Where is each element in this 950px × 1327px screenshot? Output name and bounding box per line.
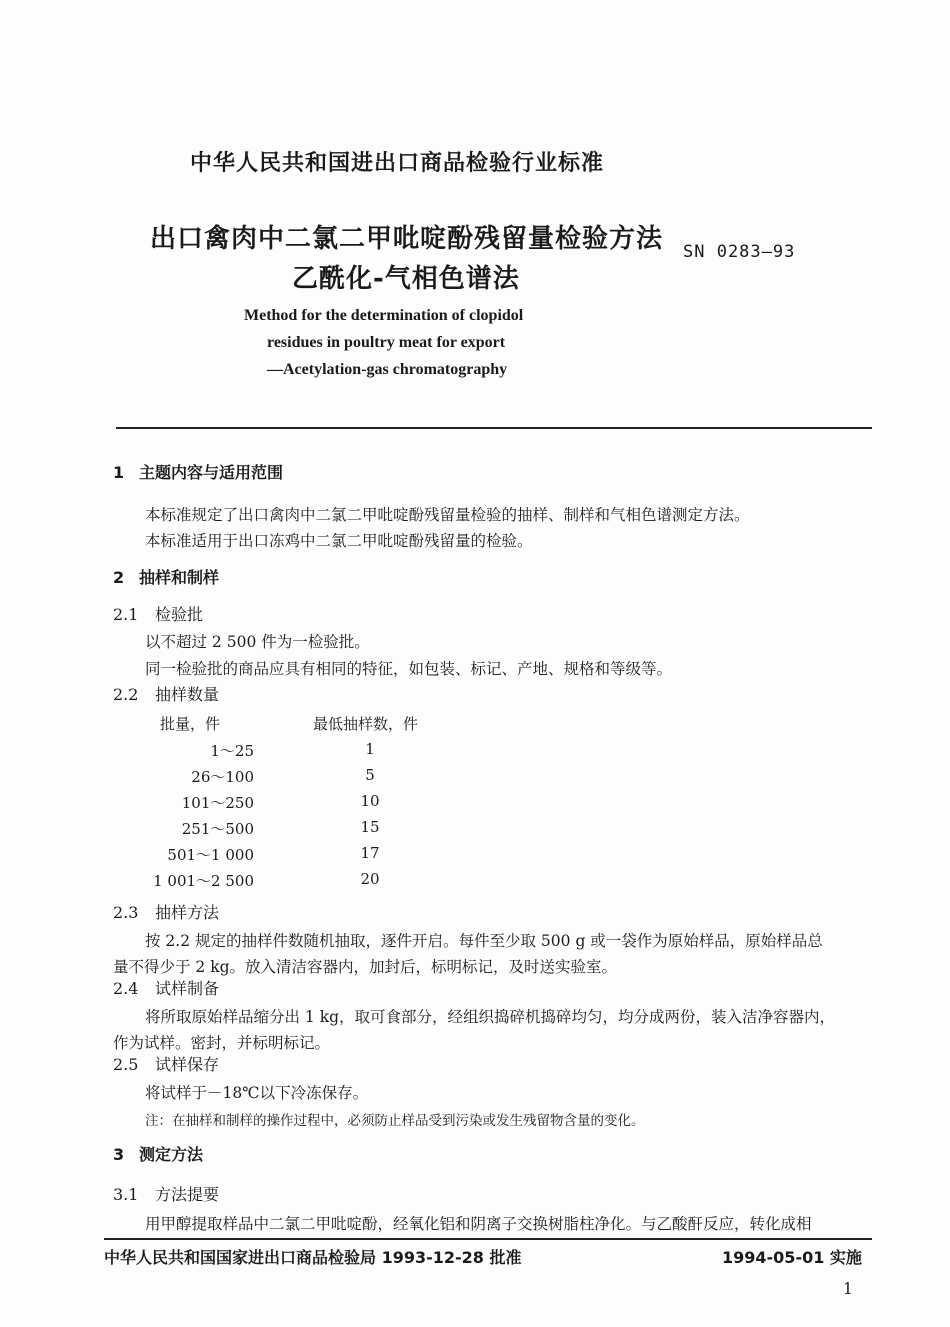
table-header-lot-size: 批量，件 [160, 715, 221, 733]
subsection-2-5-title: 试样保存 [155, 1055, 220, 1074]
table-cell-lot: 501～1 000 [167, 846, 254, 864]
standard-code: SN 0283—93 [683, 242, 796, 262]
section-1-heading [113, 460, 283, 483]
subsection-2-2-heading [113, 682, 219, 705]
table-cell-min: 17 [360, 844, 380, 862]
subsection-2-3-title: 抽样方法 [155, 903, 220, 922]
subsection-2-3-number: 2.3 [113, 903, 139, 922]
table-cell-lot: 26～100 [191, 768, 254, 786]
subsection-2-3-heading [113, 900, 219, 923]
subsection-2-1-paragraph-1: 以不超过 2 500 件为一检验批。 [145, 633, 370, 651]
section-1-title: 主题内容与适用范围 [139, 463, 284, 482]
issuer-heading: 中华人民共和国进出口商品检验行业标准 [190, 151, 605, 176]
subsection-2-3-paragraph-line-1: 按 2.2 规定的抽样件数随机抽取，逐件开启。每件至少取 500 g 或一袋作为原始样品，原始样品总 [145, 932, 823, 950]
section-3-number: 3 [113, 1145, 125, 1164]
effective-date: 1994-05-01 实施 [722, 1248, 862, 1267]
subsection-2-5-number: 2.5 [113, 1055, 139, 1074]
table-cell-lot: 1 001～2 500 [153, 872, 254, 890]
subsection-2-1-heading [113, 602, 203, 625]
table-cell-min: 15 [360, 818, 380, 836]
section-2-heading [113, 565, 219, 588]
subsection-3-1-title: 方法提要 [155, 1185, 220, 1204]
subsection-2-5-heading [113, 1052, 219, 1075]
section-1-number: 1 [113, 463, 125, 482]
table-cell-lot: 1～25 [210, 742, 254, 760]
table-cell-min: 10 [360, 792, 380, 810]
document-title: 出口禽肉中二氯二甲吡啶酚残留量检验方法 [150, 224, 664, 254]
section-3-heading [113, 1142, 203, 1165]
section-1-paragraph-2: 本标准适用于出口冻鸡中二氯二甲吡啶酚残留量的检验。 [145, 532, 533, 550]
subsection-2-4-number: 2.4 [113, 979, 139, 998]
english-title-line-1: Method for the determination of clopidol [244, 307, 524, 324]
table-header-min-samples: 最低抽样数，件 [313, 715, 419, 733]
subsection-2-2-title: 抽样数量 [155, 685, 220, 704]
page-number: 1 [843, 1280, 853, 1298]
subsection-2-3-paragraph-line-2: 量不得少于 2 kg。放入清洁容器内，加封后，标明标记，及时送实验室。 [113, 958, 618, 976]
subsection-3-1-paragraph: 用甲醇提取样品中二氯二甲吡啶酚，经氧化铝和阴离子交换树脂柱净化。与乙酸酐反应，转化成相 [145, 1215, 812, 1233]
subsection-2-4-heading [113, 976, 219, 999]
subsection-3-1-number: 3.1 [113, 1185, 139, 1204]
english-title-line-3: —Acetylation-gas chromatography [267, 361, 508, 378]
sampling-note: 注：在抽样和制样的操作过程中，必须防止样品受到污染或发生残留物含量的变化。 [145, 1113, 645, 1129]
section-2-title: 抽样和制样 [139, 568, 220, 587]
subsection-2-1-title: 检验批 [155, 605, 204, 624]
english-title-line-2: residues in poultry meat for export [267, 334, 506, 351]
section-3-title: 测定方法 [139, 1145, 204, 1164]
subsection-3-1-heading [113, 1182, 219, 1205]
subsection-2-2-number: 2.2 [113, 685, 139, 704]
subsection-2-4-paragraph-line-1: 将所取原始样品缩分出 1 kg，取可食部分，经组织捣碎机捣碎均匀，均分成两份，装入洁净容器内， [145, 1008, 836, 1026]
subsection-2-4-title: 试样制备 [155, 979, 220, 998]
header-divider [116, 427, 872, 429]
subsection-2-4-paragraph-line-2: 作为试样。密封，并标明标记。 [113, 1034, 331, 1052]
subsection-2-1-number: 2.1 [113, 605, 139, 624]
section-2-number: 2 [113, 568, 125, 587]
table-cell-lot: 101～250 [181, 794, 254, 812]
document-subtitle: 乙酰化-气相色谱法 [292, 264, 520, 294]
table-cell-min: 5 [365, 766, 375, 784]
table-cell-min: 20 [360, 870, 380, 888]
approval-line: 中华人民共和国国家进出口商品检验局 1993-12-28 批准 [104, 1248, 522, 1267]
section-1-paragraph-1: 本标准规定了出口禽肉中二氯二甲吡啶酚残留量检验的抽样、制样和气相色谱测定方法。 [145, 506, 750, 524]
table-cell-min: 1 [365, 740, 375, 758]
footer-divider [104, 1238, 872, 1240]
subsection-2-1-paragraph-2: 同一检验批的商品应具有相同的特征，如包装、标记、产地、规格和等级等。 [145, 660, 673, 678]
subsection-2-5-paragraph: 将试样于－18℃以下冷冻保存。 [145, 1084, 369, 1102]
table-cell-lot: 251～500 [181, 820, 254, 838]
